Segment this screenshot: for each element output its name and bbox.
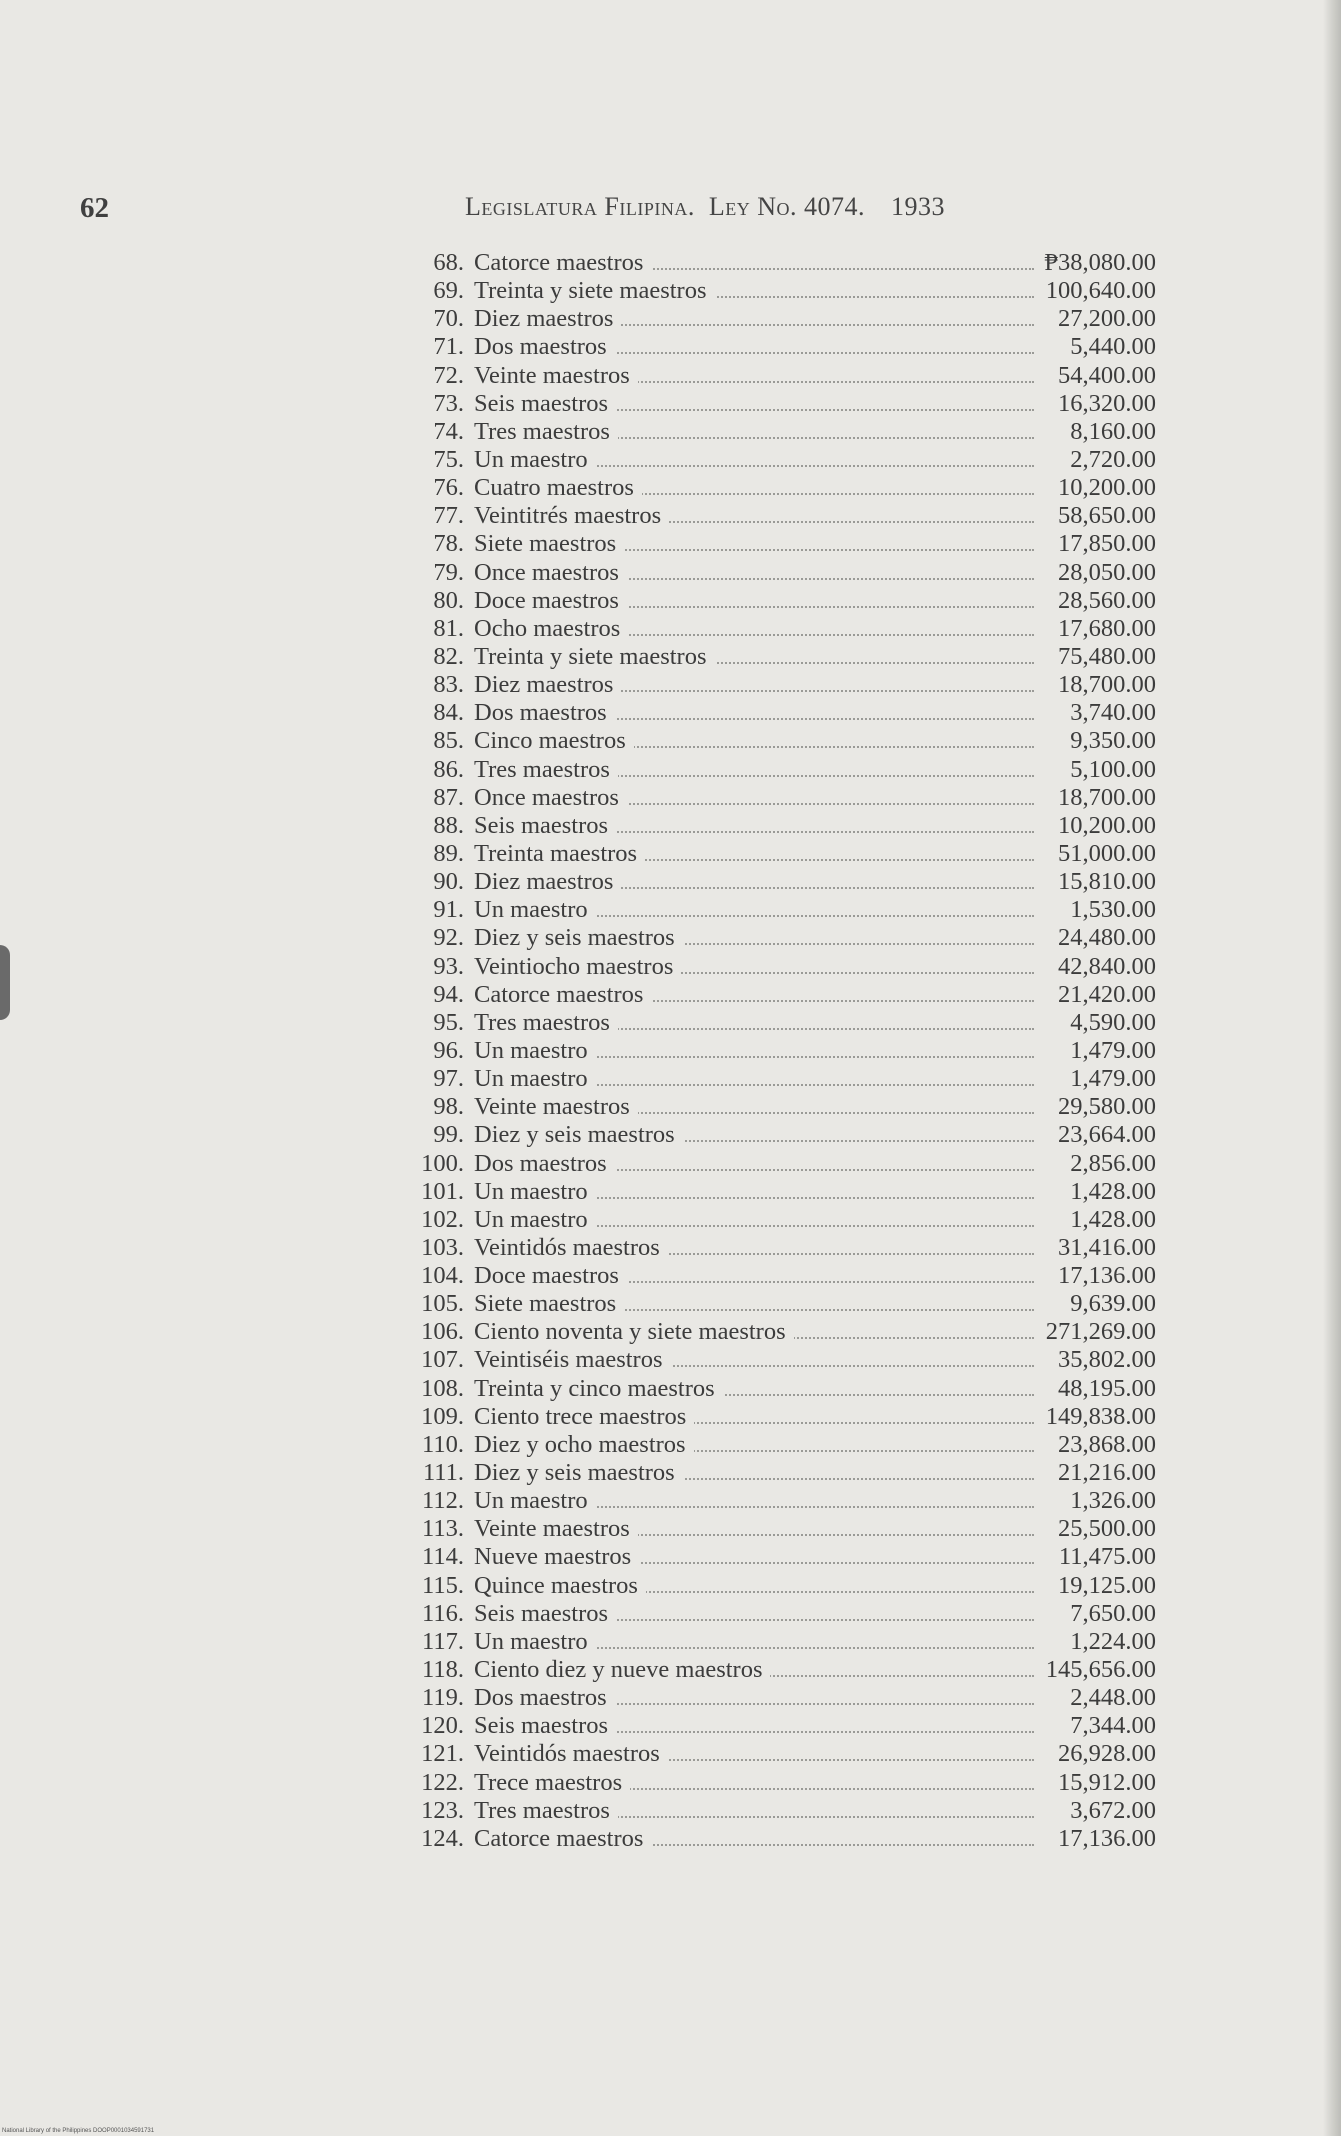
list-item	[392, 981, 1162, 1009]
item-description	[474, 530, 1034, 558]
item-number: 109.	[421, 1402, 464, 1430]
item-description-text: Doce maestros	[474, 1262, 627, 1289]
list-item	[392, 924, 1162, 952]
item-amount: 3,740.00	[1070, 699, 1156, 727]
item-amount: 35,802.00	[1058, 1346, 1156, 1374]
item-amount: 3,672.00	[1070, 1796, 1156, 1824]
item-description	[474, 277, 1034, 305]
item-description-text: Treinta y siete maestros	[474, 277, 715, 304]
item-amount: 1,428.00	[1070, 1177, 1156, 1205]
item-description-text: Ciento noventa y siete maestros	[474, 1318, 794, 1345]
list-item	[392, 671, 1162, 699]
list-item	[392, 1572, 1162, 1600]
item-description-text: Veintidós maestros	[474, 1234, 668, 1261]
list-item	[392, 1093, 1162, 1121]
item-description	[474, 896, 1034, 924]
item-amount: 28,560.00	[1058, 586, 1156, 614]
item-number: 101.	[421, 1177, 464, 1205]
list-item	[392, 530, 1162, 558]
item-amount: 27,200.00	[1058, 305, 1156, 333]
item-description-text: Diez y seis maestros	[474, 1459, 683, 1486]
list-item	[392, 1206, 1162, 1234]
item-description-text: Dos maestros	[474, 1684, 615, 1711]
running-head-year: 1933	[890, 192, 945, 221]
item-description-text: Siete maestros	[474, 530, 624, 557]
item-amount: 75,480.00	[1058, 642, 1156, 670]
item-description-text: Veinte maestros	[474, 1093, 638, 1120]
item-number: 90.	[433, 868, 464, 896]
item-amount: 149,838.00	[1045, 1402, 1156, 1430]
item-description-text: Ciento trece maestros	[474, 1403, 694, 1430]
item-description	[474, 953, 1034, 981]
item-number: 96.	[433, 1036, 464, 1064]
item-amount: 5,100.00	[1070, 755, 1156, 783]
item-description	[474, 699, 1034, 727]
item-description-text: Dos maestros	[474, 699, 615, 726]
item-number: 102.	[421, 1205, 464, 1233]
item-number: 119.	[422, 1684, 464, 1712]
list-item	[392, 615, 1162, 643]
item-description	[474, 249, 1034, 277]
item-number: 82.	[433, 642, 464, 670]
list-item	[392, 1065, 1162, 1093]
item-amount: 17,136.00	[1058, 1262, 1156, 1290]
list-item	[392, 587, 1162, 615]
item-description-text: Cuatro maestros	[474, 474, 642, 501]
item-number: 80.	[433, 586, 464, 614]
list-item	[392, 1487, 1162, 1515]
item-description	[474, 1572, 1034, 1600]
item-number: 117.	[422, 1627, 464, 1655]
item-description-text: Veintidós maestros	[474, 1740, 668, 1767]
list-item	[392, 1375, 1162, 1403]
item-amount: 15,912.00	[1058, 1768, 1156, 1796]
item-number: 83.	[433, 671, 464, 699]
item-amount: 48,195.00	[1058, 1374, 1156, 1402]
item-description-text: Diez y seis maestros	[474, 1121, 683, 1148]
item-number: 99.	[433, 1121, 464, 1149]
item-amount: 42,840.00	[1058, 952, 1156, 980]
item-description-text: Tres maestros	[474, 1797, 618, 1824]
item-description-text: Seis maestros	[474, 390, 616, 417]
item-number: 104.	[421, 1262, 464, 1290]
item-description	[474, 756, 1034, 784]
item-description	[474, 671, 1034, 699]
list-item	[392, 1178, 1162, 1206]
item-description-text: Dos maestros	[474, 1150, 615, 1177]
list-item	[392, 953, 1162, 981]
list-item	[392, 896, 1162, 924]
list-item	[392, 502, 1162, 530]
item-description-text: Un maestro	[474, 1065, 596, 1092]
list-item	[392, 559, 1162, 587]
item-amount: 21,420.00	[1058, 980, 1156, 1008]
item-description-text: Un maestro	[474, 1206, 596, 1233]
item-number: 78.	[433, 530, 464, 558]
item-amount: 29,580.00	[1058, 1093, 1156, 1121]
item-description	[474, 1065, 1034, 1093]
item-number: 88.	[433, 811, 464, 839]
list-item	[392, 727, 1162, 755]
item-number: 103.	[421, 1233, 464, 1261]
item-number: 69.	[433, 277, 464, 305]
page-edge-shadow	[1323, 0, 1341, 2136]
item-description	[474, 1037, 1034, 1065]
list-item	[392, 1600, 1162, 1628]
item-description	[474, 1375, 1034, 1403]
item-amount: 17,680.00	[1058, 614, 1156, 642]
item-description	[474, 559, 1034, 587]
item-description-text: Dos maestros	[474, 333, 615, 360]
item-amount: 4,590.00	[1070, 1008, 1156, 1036]
item-description	[474, 1206, 1034, 1234]
item-amount: 28,050.00	[1058, 558, 1156, 586]
item-description	[474, 587, 1034, 615]
list-item	[392, 333, 1162, 361]
item-amount: 9,350.00	[1070, 727, 1156, 755]
item-number: 75.	[433, 445, 464, 473]
item-description-text: Once maestros	[474, 559, 627, 586]
item-number: 74.	[433, 417, 464, 445]
item-amount: 1,326.00	[1070, 1487, 1156, 1515]
item-amount: 9,639.00	[1070, 1290, 1156, 1318]
item-description	[474, 1628, 1034, 1656]
list-item	[392, 756, 1162, 784]
item-description-text: Veinte maestros	[474, 1515, 638, 1542]
item-number: 70.	[433, 305, 464, 333]
item-amount: 2,448.00	[1070, 1684, 1156, 1712]
item-description	[474, 1431, 1034, 1459]
item-description	[474, 1262, 1034, 1290]
item-amount: 23,664.00	[1058, 1121, 1156, 1149]
list-item	[392, 1628, 1162, 1656]
item-amount: 5,440.00	[1070, 333, 1156, 361]
list-item	[392, 1684, 1162, 1712]
item-description	[474, 840, 1034, 868]
item-amount: 7,650.00	[1070, 1599, 1156, 1627]
item-amount: 7,344.00	[1070, 1712, 1156, 1740]
item-number: 124.	[421, 1824, 464, 1852]
item-number: 76.	[433, 474, 464, 502]
item-description	[474, 1009, 1034, 1037]
item-description-text: Un maestro	[474, 1037, 596, 1064]
item-description-text: Treinta y cinco maestros	[474, 1375, 723, 1402]
list-item	[392, 1515, 1162, 1543]
appropriation-list	[392, 249, 1162, 1853]
list-item	[392, 840, 1162, 868]
item-amount: 271,269.00	[1045, 1318, 1156, 1346]
item-number: 111.	[422, 1459, 464, 1487]
list-item	[392, 812, 1162, 840]
item-description	[474, 1403, 1034, 1431]
item-description-text: Un maestro	[474, 446, 596, 473]
item-number: 108.	[421, 1374, 464, 1402]
item-description-text: Ciento diez y nueve maestros	[474, 1656, 770, 1683]
item-description	[474, 1346, 1034, 1374]
item-number: 71.	[433, 333, 464, 361]
item-number: 95.	[433, 1008, 464, 1036]
item-number: 105.	[421, 1290, 464, 1318]
item-description	[474, 305, 1034, 333]
item-amount: ₱38,080.00	[1044, 249, 1156, 276]
item-description	[474, 1656, 1034, 1684]
item-amount: 10,200.00	[1058, 811, 1156, 839]
item-amount: 19,125.00	[1058, 1571, 1156, 1599]
item-amount: 15,810.00	[1058, 868, 1156, 896]
item-description	[474, 727, 1034, 755]
item-number: 114.	[422, 1543, 464, 1571]
item-amount: 21,216.00	[1058, 1459, 1156, 1487]
list-item	[392, 1403, 1162, 1431]
binding-mark	[0, 945, 10, 1020]
item-description-text: Treinta y siete maestros	[474, 643, 715, 670]
running-head	[465, 192, 945, 222]
item-description	[474, 446, 1034, 474]
item-amount: 1,479.00	[1070, 1036, 1156, 1064]
item-number: 98.	[433, 1093, 464, 1121]
item-description	[474, 418, 1034, 446]
list-item	[392, 249, 1162, 277]
item-description-text: Diez maestros	[474, 305, 621, 332]
item-number: 100.	[421, 1149, 464, 1177]
item-number: 87.	[433, 783, 464, 811]
item-amount: 8,160.00	[1070, 417, 1156, 445]
item-description-text: Catorce maestros	[474, 249, 651, 276]
item-number: 79.	[433, 558, 464, 586]
list-item	[392, 390, 1162, 418]
item-description-text: Seis maestros	[474, 812, 616, 839]
item-description	[474, 1684, 1034, 1712]
item-number: 113.	[422, 1515, 464, 1543]
list-item	[392, 1740, 1162, 1768]
list-item	[392, 1234, 1162, 1262]
item-number: 68.	[433, 249, 464, 276]
item-number: 122.	[421, 1768, 464, 1796]
item-description	[474, 1825, 1034, 1853]
item-number: 106.	[421, 1318, 464, 1346]
item-amount: 25,500.00	[1058, 1515, 1156, 1543]
list-item	[392, 1543, 1162, 1571]
list-item	[392, 474, 1162, 502]
item-amount: 26,928.00	[1058, 1740, 1156, 1768]
list-item	[392, 1656, 1162, 1684]
list-item	[392, 1431, 1162, 1459]
item-number: 94.	[433, 980, 464, 1008]
item-description-text: Seis maestros	[474, 1712, 616, 1739]
item-description-text: Un maestro	[474, 1178, 596, 1205]
item-description-text: Seis maestros	[474, 1600, 616, 1627]
item-description-text: Once maestros	[474, 784, 627, 811]
item-number: 121.	[421, 1740, 464, 1768]
item-description	[474, 1178, 1034, 1206]
list-item	[392, 305, 1162, 333]
item-description	[474, 474, 1034, 502]
item-description	[474, 1290, 1034, 1318]
item-amount: 1,479.00	[1070, 1065, 1156, 1093]
item-description-text: Diez y ocho maestros	[474, 1431, 694, 1458]
item-number: 97.	[433, 1065, 464, 1093]
list-item	[392, 1825, 1162, 1853]
item-number: 93.	[433, 952, 464, 980]
item-amount: 10,200.00	[1058, 474, 1156, 502]
list-item	[392, 277, 1162, 305]
item-description	[474, 333, 1034, 361]
item-description	[474, 1318, 1034, 1346]
item-description-text: Un maestro	[474, 896, 596, 923]
item-description-text: Treinta maestros	[474, 840, 645, 867]
item-description	[474, 362, 1034, 390]
item-amount: 18,700.00	[1058, 671, 1156, 699]
item-number: 72.	[433, 361, 464, 389]
item-number: 110.	[422, 1430, 464, 1458]
item-description	[474, 1234, 1034, 1262]
item-description	[474, 643, 1034, 671]
item-amount: 23,868.00	[1058, 1430, 1156, 1458]
item-description	[474, 1769, 1034, 1797]
page-number: 62	[80, 192, 109, 224]
item-amount: 1,530.00	[1070, 896, 1156, 924]
list-item	[392, 1712, 1162, 1740]
item-description-text: Catorce maestros	[474, 981, 651, 1008]
item-number: 73.	[433, 389, 464, 417]
item-number: 85.	[433, 727, 464, 755]
item-description	[474, 1740, 1034, 1768]
item-description	[474, 784, 1034, 812]
list-item	[392, 699, 1162, 727]
item-description	[474, 812, 1034, 840]
item-description-text: Nueve maestros	[474, 1543, 639, 1570]
list-item	[392, 362, 1162, 390]
list-item	[392, 1769, 1162, 1797]
item-description	[474, 1543, 1034, 1571]
item-description	[474, 502, 1034, 530]
item-description	[474, 981, 1034, 1009]
item-description-text: Veintiséis maestros	[474, 1346, 671, 1373]
item-amount: 51,000.00	[1058, 839, 1156, 867]
list-item	[392, 418, 1162, 446]
list-item	[392, 1290, 1162, 1318]
item-description	[474, 868, 1034, 896]
item-amount: 17,850.00	[1058, 530, 1156, 558]
item-description-text: Ocho maestros	[474, 615, 628, 642]
list-item	[392, 1037, 1162, 1065]
item-number: 81.	[433, 614, 464, 642]
item-number: 84.	[433, 699, 464, 727]
list-item	[392, 868, 1162, 896]
item-number: 92.	[433, 924, 464, 952]
list-item	[392, 1150, 1162, 1178]
running-head-title: Legislatura Filipina. Ley No. 4074.	[465, 192, 865, 221]
item-number: 120.	[421, 1712, 464, 1740]
footer-note: National Library of the Philippines DOOP0001034591731	[2, 2128, 155, 2134]
item-description	[474, 1712, 1034, 1740]
item-description	[474, 1600, 1034, 1628]
item-description	[474, 1797, 1034, 1825]
list-item	[392, 1318, 1162, 1346]
item-amount: 1,224.00	[1070, 1627, 1156, 1655]
item-description-text: Veinte maestros	[474, 362, 638, 389]
list-item	[392, 1459, 1162, 1487]
item-number: 107.	[421, 1346, 464, 1374]
item-amount: 16,320.00	[1058, 389, 1156, 417]
item-amount: 11,475.00	[1058, 1543, 1156, 1571]
item-description	[474, 1121, 1034, 1149]
item-description	[474, 390, 1034, 418]
item-number: 86.	[433, 755, 464, 783]
list-item	[392, 784, 1162, 812]
list-item	[392, 1346, 1162, 1374]
list-item	[392, 1262, 1162, 1290]
item-description	[474, 1459, 1034, 1487]
item-amount: 24,480.00	[1058, 924, 1156, 952]
list-item	[392, 446, 1162, 474]
item-amount: 17,136.00	[1058, 1824, 1156, 1852]
item-description-text: Diez maestros	[474, 868, 621, 895]
item-description	[474, 1150, 1034, 1178]
item-amount: 100,640.00	[1045, 277, 1156, 305]
item-number: 89.	[433, 839, 464, 867]
item-description	[474, 1093, 1034, 1121]
item-description-text: Trece maestros	[474, 1769, 630, 1796]
item-number: 91.	[433, 896, 464, 924]
item-number: 118.	[422, 1656, 464, 1684]
item-description-text: Catorce maestros	[474, 1825, 651, 1852]
item-description-text: Quince maestros	[474, 1572, 646, 1599]
item-amount: 18,700.00	[1058, 783, 1156, 811]
item-description-text: Tres maestros	[474, 1009, 618, 1036]
item-number: 123.	[421, 1796, 464, 1824]
item-description	[474, 1515, 1034, 1543]
item-amount: 31,416.00	[1058, 1233, 1156, 1261]
item-description-text: Doce maestros	[474, 587, 627, 614]
item-description-text: Tres maestros	[474, 756, 618, 783]
list-item	[392, 643, 1162, 671]
item-amount: 58,650.00	[1058, 502, 1156, 530]
item-description-text: Tres maestros	[474, 418, 618, 445]
item-amount: 145,656.00	[1045, 1656, 1156, 1684]
item-amount: 54,400.00	[1058, 361, 1156, 389]
item-description-text: Diez maestros	[474, 671, 621, 698]
list-item	[392, 1797, 1162, 1825]
item-description-text: Siete maestros	[474, 1290, 624, 1317]
item-description	[474, 615, 1034, 643]
item-number: 115.	[422, 1571, 464, 1599]
item-description-text: Un maestro	[474, 1487, 596, 1514]
item-number: 116.	[422, 1599, 464, 1627]
item-description-text: Cinco maestros	[474, 727, 634, 754]
item-amount: 1,428.00	[1070, 1205, 1156, 1233]
item-number: 77.	[433, 502, 464, 530]
item-description-text: Diez y seis maestros	[474, 924, 683, 951]
item-number: 112.	[422, 1487, 464, 1515]
item-description-text: Un maestro	[474, 1628, 596, 1655]
item-amount: 2,856.00	[1070, 1149, 1156, 1177]
list-item	[392, 1009, 1162, 1037]
item-description	[474, 1487, 1034, 1515]
list-item	[392, 1121, 1162, 1149]
item-description-text: Veintitrés maestros	[474, 502, 669, 529]
item-description	[474, 924, 1034, 952]
item-description-text: Veintiocho maestros	[474, 953, 681, 980]
item-amount: 2,720.00	[1070, 445, 1156, 473]
